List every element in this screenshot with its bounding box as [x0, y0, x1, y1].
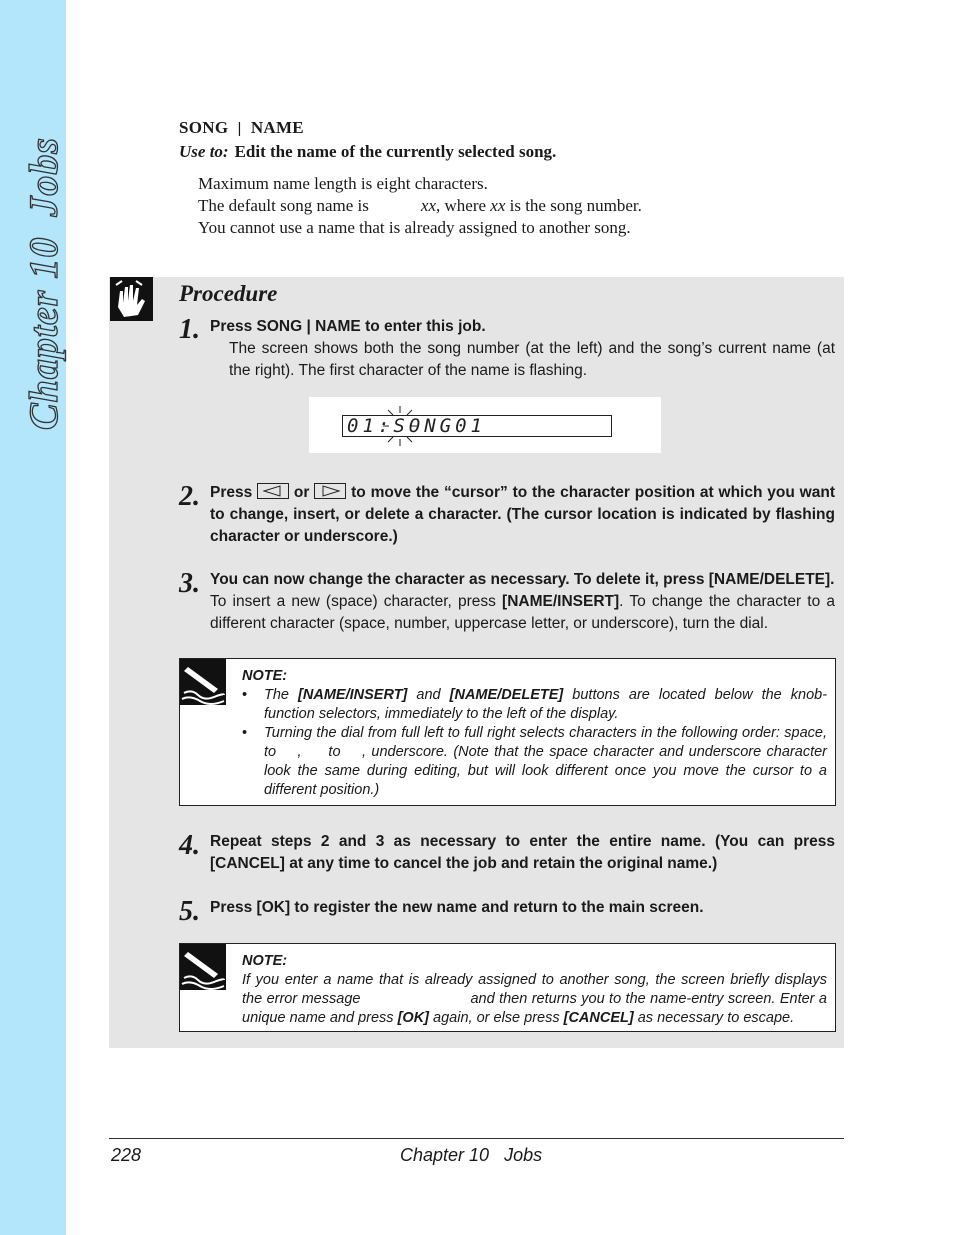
chapter-tab-label: Chapter 10Jobs	[21, 137, 66, 430]
pencil-note-icon	[180, 944, 226, 990]
note-box	[179, 943, 836, 1032]
footer-chapter: Chapter 10 Jobs	[400, 1145, 543, 1165]
page-number: 228	[111, 1145, 142, 1165]
flash-icon	[383, 406, 417, 446]
right-arrow-key-icon	[314, 483, 346, 499]
step-number: 2.	[179, 481, 200, 512]
left-arrow-key-icon	[257, 483, 289, 499]
chapter-sidebar	[0, 0, 66, 1235]
lcd-text: 01:SONG01	[347, 415, 486, 437]
use-to-line: Use to: Edit the name of the currently selected song.	[179, 142, 557, 161]
step-1: Press SONG | NAME to enter this job. The screen shows both the song number (at the left) and the song’s current name (at the right). The first character of the name is flashing.	[210, 316, 835, 382]
job-facts	[198, 173, 642, 239]
pencil-note-icon	[180, 659, 226, 705]
step-number: 4.	[179, 830, 200, 861]
fact-line: Maximum name length is eight characters.	[198, 174, 488, 193]
step-3-detail: To insert a new (space) character, press [NAME/INSERT]. To change the character to a different character (space, number, uppercase letter, or underscore), turn the dial.	[210, 593, 835, 632]
step-1-detail: The screen shows both the song number (at the left) and the song’s current name (at the right). The first character of the name is flashing.	[229, 340, 835, 379]
note-title: NOTE:	[242, 953, 288, 969]
fact-line: You cannot use a name that is already assigned to another song.	[198, 218, 631, 237]
fact-line: The default song name is xx, where xx is the song number.	[198, 196, 642, 215]
procedure-hand-icon	[110, 277, 153, 321]
lcd-screen	[342, 415, 612, 437]
step-5: Press [OK] to register the new name and return to the main screen.	[210, 899, 704, 916]
note-bullet: • Turning the dial from full left to full right selects characters in the following order: space, to , to , underscore. (Note that the space character and underscore character look the same during editing, but will look different once you move the cursor to a different position.)	[242, 724, 827, 800]
job-heading: SONG | NAME	[179, 118, 304, 137]
note-body	[242, 667, 844, 800]
procedure-title: Procedure	[179, 281, 278, 306]
step-number: 3.	[179, 568, 200, 599]
note-bullet: • The [NAME/INSERT] and [NAME/DELETE] buttons are located below the knob-function selectors, immediately to the left of the display.	[242, 686, 827, 724]
step-2: Press or to move the “cursor” to the character position at which you want to change, insert, or delete a character. (The cursor location is indicated by flashing character or underscore.)	[210, 484, 835, 545]
note-box	[179, 658, 844, 806]
step-3: You can now change the character as necessary. To delete it, press [NAME/DELETE]. To insert a new (space) character, press [NAME/INSERT]. To change the character to a different character (space, number, uppercase letter, or underscore), turn the dial.	[210, 569, 835, 635]
note-title: NOTE:	[242, 668, 288, 684]
step-number: 1.	[179, 314, 200, 345]
note-text: If you enter a name that is already assigned to another song, the screen briefly displays the error message and then returns you to the name-entry screen. Enter a unique name and press [OK] again, or else press [CANCEL] as necessary to escape.	[242, 972, 827, 1026]
step-number: 5.	[179, 896, 200, 927]
step-4: Repeat steps 2 and 3 as necessary to enter the entire name. (You can press [CANCEL] at any time to cancel the job and retain the original name.)	[210, 833, 835, 872]
note-body	[242, 952, 827, 1028]
footer-rule	[109, 1138, 844, 1139]
